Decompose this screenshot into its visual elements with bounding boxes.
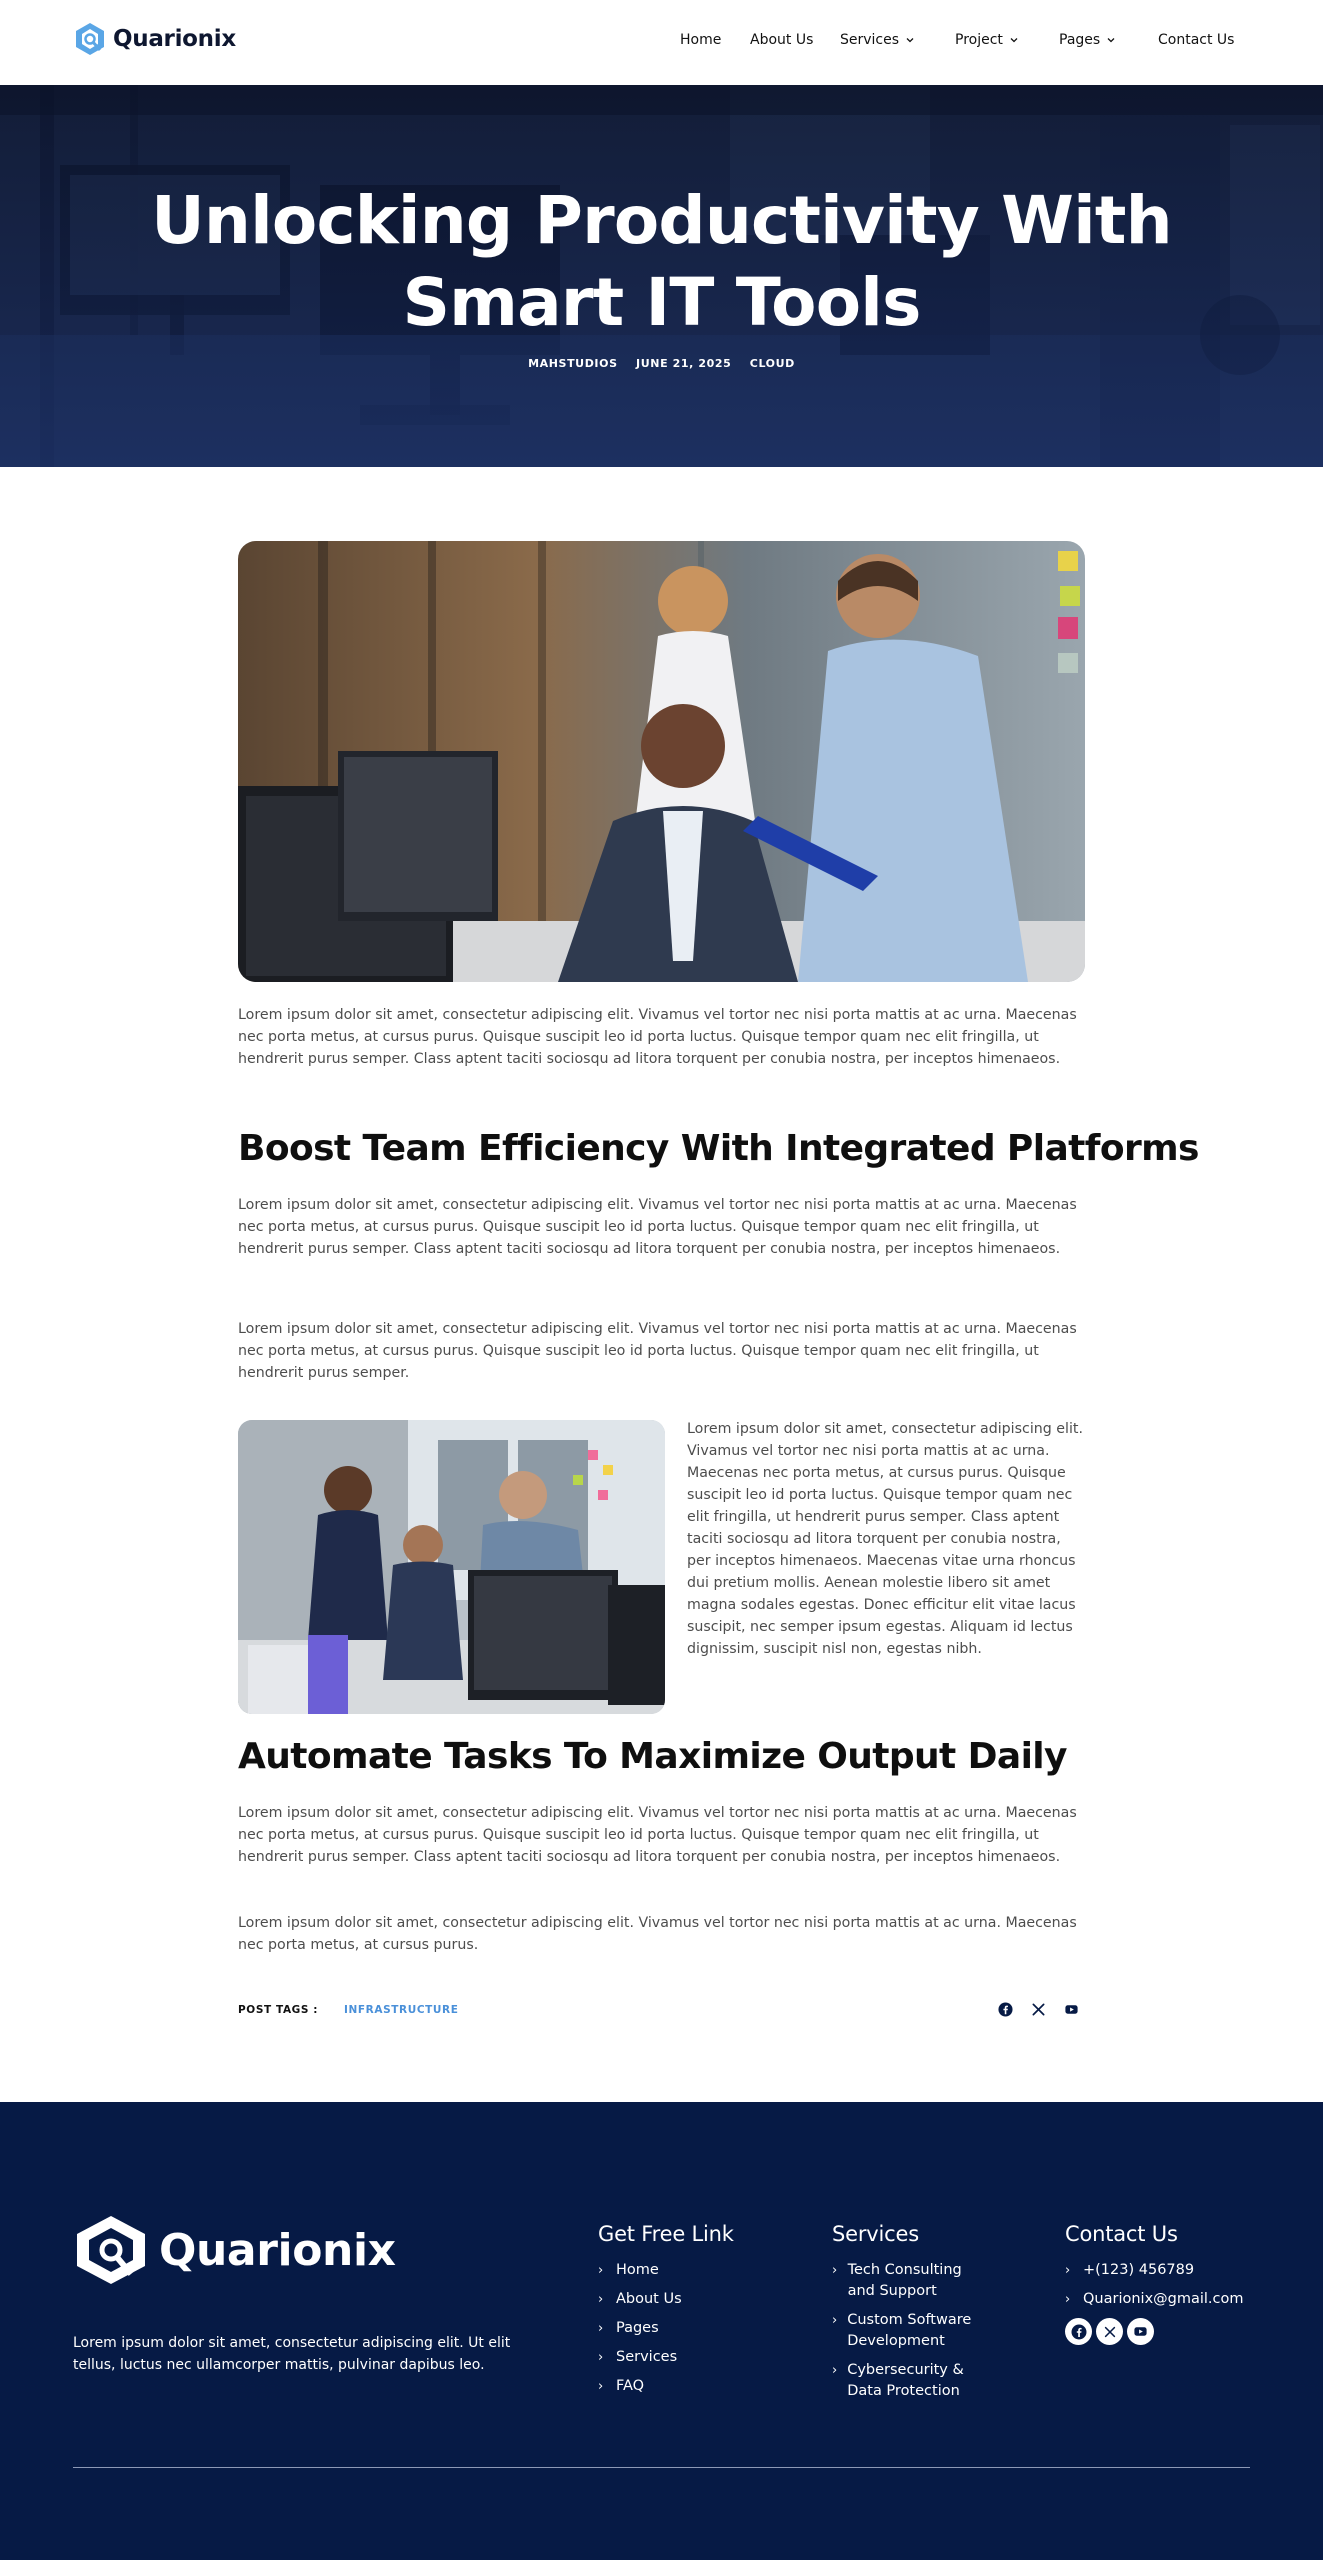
youtube-icon[interactable] bbox=[1064, 2002, 1079, 2017]
post-tags-label: POST TAGS : bbox=[238, 2004, 319, 2016]
footer-brand-logo[interactable] bbox=[73, 2214, 396, 2286]
footer-brand-name: Quarionix bbox=[159, 2224, 396, 2276]
section-heading-2: Automate Tasks To Maximize Output Daily bbox=[238, 1736, 1067, 1777]
chevron-right-icon: › bbox=[832, 2263, 838, 2278]
post-author-link[interactable]: MAHSTUDIOS bbox=[528, 357, 618, 370]
tag-link[interactable]: INFRASTRUCTURE bbox=[344, 2004, 459, 2016]
footer-social-icons bbox=[1065, 2318, 1285, 2345]
nav-item-home[interactable] bbox=[680, 32, 750, 48]
footer-links-heading: Get Free Link bbox=[598, 2222, 734, 2246]
chevron-right-icon: › bbox=[598, 2379, 604, 2394]
chevron-down-icon bbox=[905, 35, 915, 45]
brand-name: Quarionix bbox=[113, 26, 236, 52]
chevron-right-icon: › bbox=[598, 2292, 604, 2307]
footer-link-faq[interactable] bbox=[598, 2376, 798, 2397]
post-category-link[interactable]: CLOUD bbox=[749, 357, 795, 370]
footer-service-label: Tech Consulting and Support bbox=[847, 2262, 962, 2299]
page-title-line-1: Unlocking Productivity With bbox=[151, 182, 1172, 259]
hero-banner bbox=[0, 85, 1323, 467]
footer-link-label: FAQ bbox=[616, 2378, 645, 2394]
chevron-right-icon: › bbox=[598, 2350, 604, 2365]
footer-links-column bbox=[598, 2222, 798, 2405]
footer-service-tech-consulting[interactable] bbox=[832, 2260, 992, 2302]
logo-icon bbox=[73, 2214, 149, 2286]
footer-divider bbox=[73, 2467, 1250, 2468]
post-tags-row bbox=[238, 2002, 1085, 2020]
footer-link-label: About Us bbox=[616, 2291, 682, 2307]
nav-item-label: Project bbox=[955, 32, 1003, 48]
office-team-photo bbox=[238, 541, 1085, 982]
footer-service-label: Custom Software Development bbox=[847, 2312, 972, 2349]
footer-services-heading: Services bbox=[832, 2222, 919, 2246]
site-footer bbox=[0, 2102, 1323, 2560]
page-title bbox=[0, 180, 1323, 344]
footer-link-label: Services bbox=[616, 2349, 678, 2365]
nav-item-pages[interactable] bbox=[1059, 32, 1158, 48]
nav-item-label: Pages bbox=[1059, 32, 1101, 48]
nav-item-label: Home bbox=[680, 32, 722, 48]
nav-item-services[interactable] bbox=[840, 32, 955, 48]
footer-phone: +(123) 456789 bbox=[1083, 2262, 1195, 2278]
featured-image bbox=[238, 541, 1085, 982]
x-twitter-icon[interactable] bbox=[1096, 2318, 1123, 2345]
footer-link-services[interactable] bbox=[598, 2347, 798, 2368]
footer-contact-column bbox=[1065, 2222, 1285, 2345]
team-meeting-photo bbox=[238, 1420, 665, 1714]
chevron-right-icon: › bbox=[598, 2263, 604, 2278]
article-intro-paragraph: Lorem ipsum dolor sit amet, consectetur adipiscing elit. Vivamus vel tortor nec nisi porta mattis at ac urna. Maecenas nec porta metus, at cursus purus. Quisque suscipit leo id porta luctus. Quisque tempor quam nec elit fringilla, ut hendrerit purus semper. Class aptent taciti sociosqu ad litora torquent per conubia nostra, per inceptos himenaeos. bbox=[238, 1007, 1077, 1067]
site-header bbox=[0, 0, 1323, 85]
article-paragraph: Lorem ipsum dolor sit amet, consectetur adipiscing elit. Vivamus vel tortor nec nisi porta mattis at ac urna. Maecenas nec porta metus, at cursus purus. Quisque suscipit leo id porta luctus. Quisque tempor quam nec elit fringilla, ut hendrerit purus semper. bbox=[238, 1321, 1077, 1381]
post-date: JUNE 21, 2025 bbox=[636, 357, 732, 370]
article-inline-image bbox=[238, 1420, 665, 1714]
nav-item-contact-us[interactable] bbox=[1158, 32, 1234, 48]
facebook-icon[interactable] bbox=[998, 2002, 1013, 2017]
footer-email-link[interactable] bbox=[1065, 2289, 1285, 2310]
footer-link-home[interactable] bbox=[598, 2260, 798, 2281]
post-meta bbox=[0, 357, 1323, 370]
youtube-icon[interactable] bbox=[1127, 2318, 1154, 2345]
footer-services-column bbox=[832, 2222, 992, 2410]
article-paragraph: Lorem ipsum dolor sit amet, consectetur adipiscing elit. Vivamus vel tortor nec nisi porta mattis at ac urna. Maecenas nec porta metus, at cursus purus. Quisque suscipit leo id porta luctus. Quisque tempor quam nec elit fringilla, ut hendrerit purus semper. Class aptent taciti sociosqu ad litora torquent per conubia nostra, per inceptos himenaeos. bbox=[238, 1197, 1077, 1257]
article-side-paragraph: Lorem ipsum dolor sit amet, consectetur adipiscing elit. Vivamus vel tortor nec nisi porta mattis at ac urna. Maecenas nec porta metus, at cursus purus. Quisque suscipit leo id porta luctus. Quisque tempor quam nec elit fringilla, ut hendrerit purus semper. Class aptent taciti sociosqu ad litora torquent per conubia nostra, per inceptos himenaeos. Maecenas vitae urna rhoncus dui pretium mollis. Aenean molestie libero sit amet magna sodales egestas. Donec efficitur elit vitae lacus suscipit, nec semper ipsum egestas. Aliquam id lectus dignissim, suscipit nisl non, egestas nibh. bbox=[687, 1421, 1083, 1657]
article-paragraph: Lorem ipsum dolor sit amet, consectetur adipiscing elit. Vivamus vel tortor nec nisi porta mattis at ac urna. Maecenas nec porta metus, at cursus purus. Quisque suscipit leo id porta luctus. Quisque tempor quam nec elit fringilla, ut hendrerit purus semper. Class aptent taciti sociosqu ad litora torquent per conubia nostra, per inceptos himenaeos. bbox=[238, 1805, 1077, 1865]
chevron-down-icon bbox=[1009, 35, 1019, 45]
nav-item-label: Contact Us bbox=[1158, 32, 1235, 48]
chevron-right-icon: › bbox=[832, 2363, 838, 2378]
footer-description: Lorem ipsum dolor sit amet, consectetur adipiscing elit. Ut elit tellus, luctus nec ullamcorper mattis, pulvinar dapibus leo. bbox=[73, 2335, 511, 2373]
nav-item-about-us[interactable] bbox=[750, 32, 840, 48]
chevron-right-icon: › bbox=[1065, 2263, 1071, 2278]
footer-link-label: Pages bbox=[616, 2320, 659, 2336]
footer-service-label: Cybersecurity & Data Protection bbox=[847, 2362, 964, 2399]
article-paragraph: Lorem ipsum dolor sit amet, consectetur adipiscing elit. Vivamus vel tortor nec nisi porta mattis at ac urna. Maecenas nec porta metus, at cursus purus. bbox=[238, 1915, 1077, 1953]
footer-email: Quarionix@gmail.com bbox=[1083, 2291, 1244, 2307]
chevron-right-icon: › bbox=[598, 2321, 604, 2336]
chevron-right-icon: › bbox=[832, 2313, 838, 2328]
x-twitter-icon[interactable] bbox=[1031, 2002, 1046, 2017]
main-nav bbox=[680, 32, 1234, 48]
footer-link-label: Home bbox=[616, 2262, 659, 2278]
footer-link-about-us[interactable] bbox=[598, 2289, 798, 2310]
footer-phone-link[interactable] bbox=[1065, 2260, 1285, 2281]
facebook-icon[interactable] bbox=[1065, 2318, 1092, 2345]
footer-contact-heading: Contact Us bbox=[1065, 2222, 1178, 2246]
share-icons bbox=[998, 2002, 1079, 2017]
page-title-line-2: Smart IT Tools bbox=[402, 264, 921, 341]
nav-item-project[interactable] bbox=[955, 32, 1059, 48]
nav-item-label: Services bbox=[840, 32, 900, 48]
chevron-down-icon bbox=[1106, 35, 1116, 45]
logo-icon bbox=[73, 22, 107, 56]
brand-logo[interactable] bbox=[73, 22, 236, 56]
footer-service-cybersecurity[interactable] bbox=[832, 2360, 992, 2402]
footer-service-custom-software[interactable] bbox=[832, 2310, 992, 2352]
footer-link-pages[interactable] bbox=[598, 2318, 798, 2339]
chevron-right-icon: › bbox=[1065, 2292, 1071, 2307]
nav-item-label: About Us bbox=[750, 32, 814, 48]
section-heading-1: Boost Team Efficiency With Integrated Platforms bbox=[238, 1128, 1199, 1169]
